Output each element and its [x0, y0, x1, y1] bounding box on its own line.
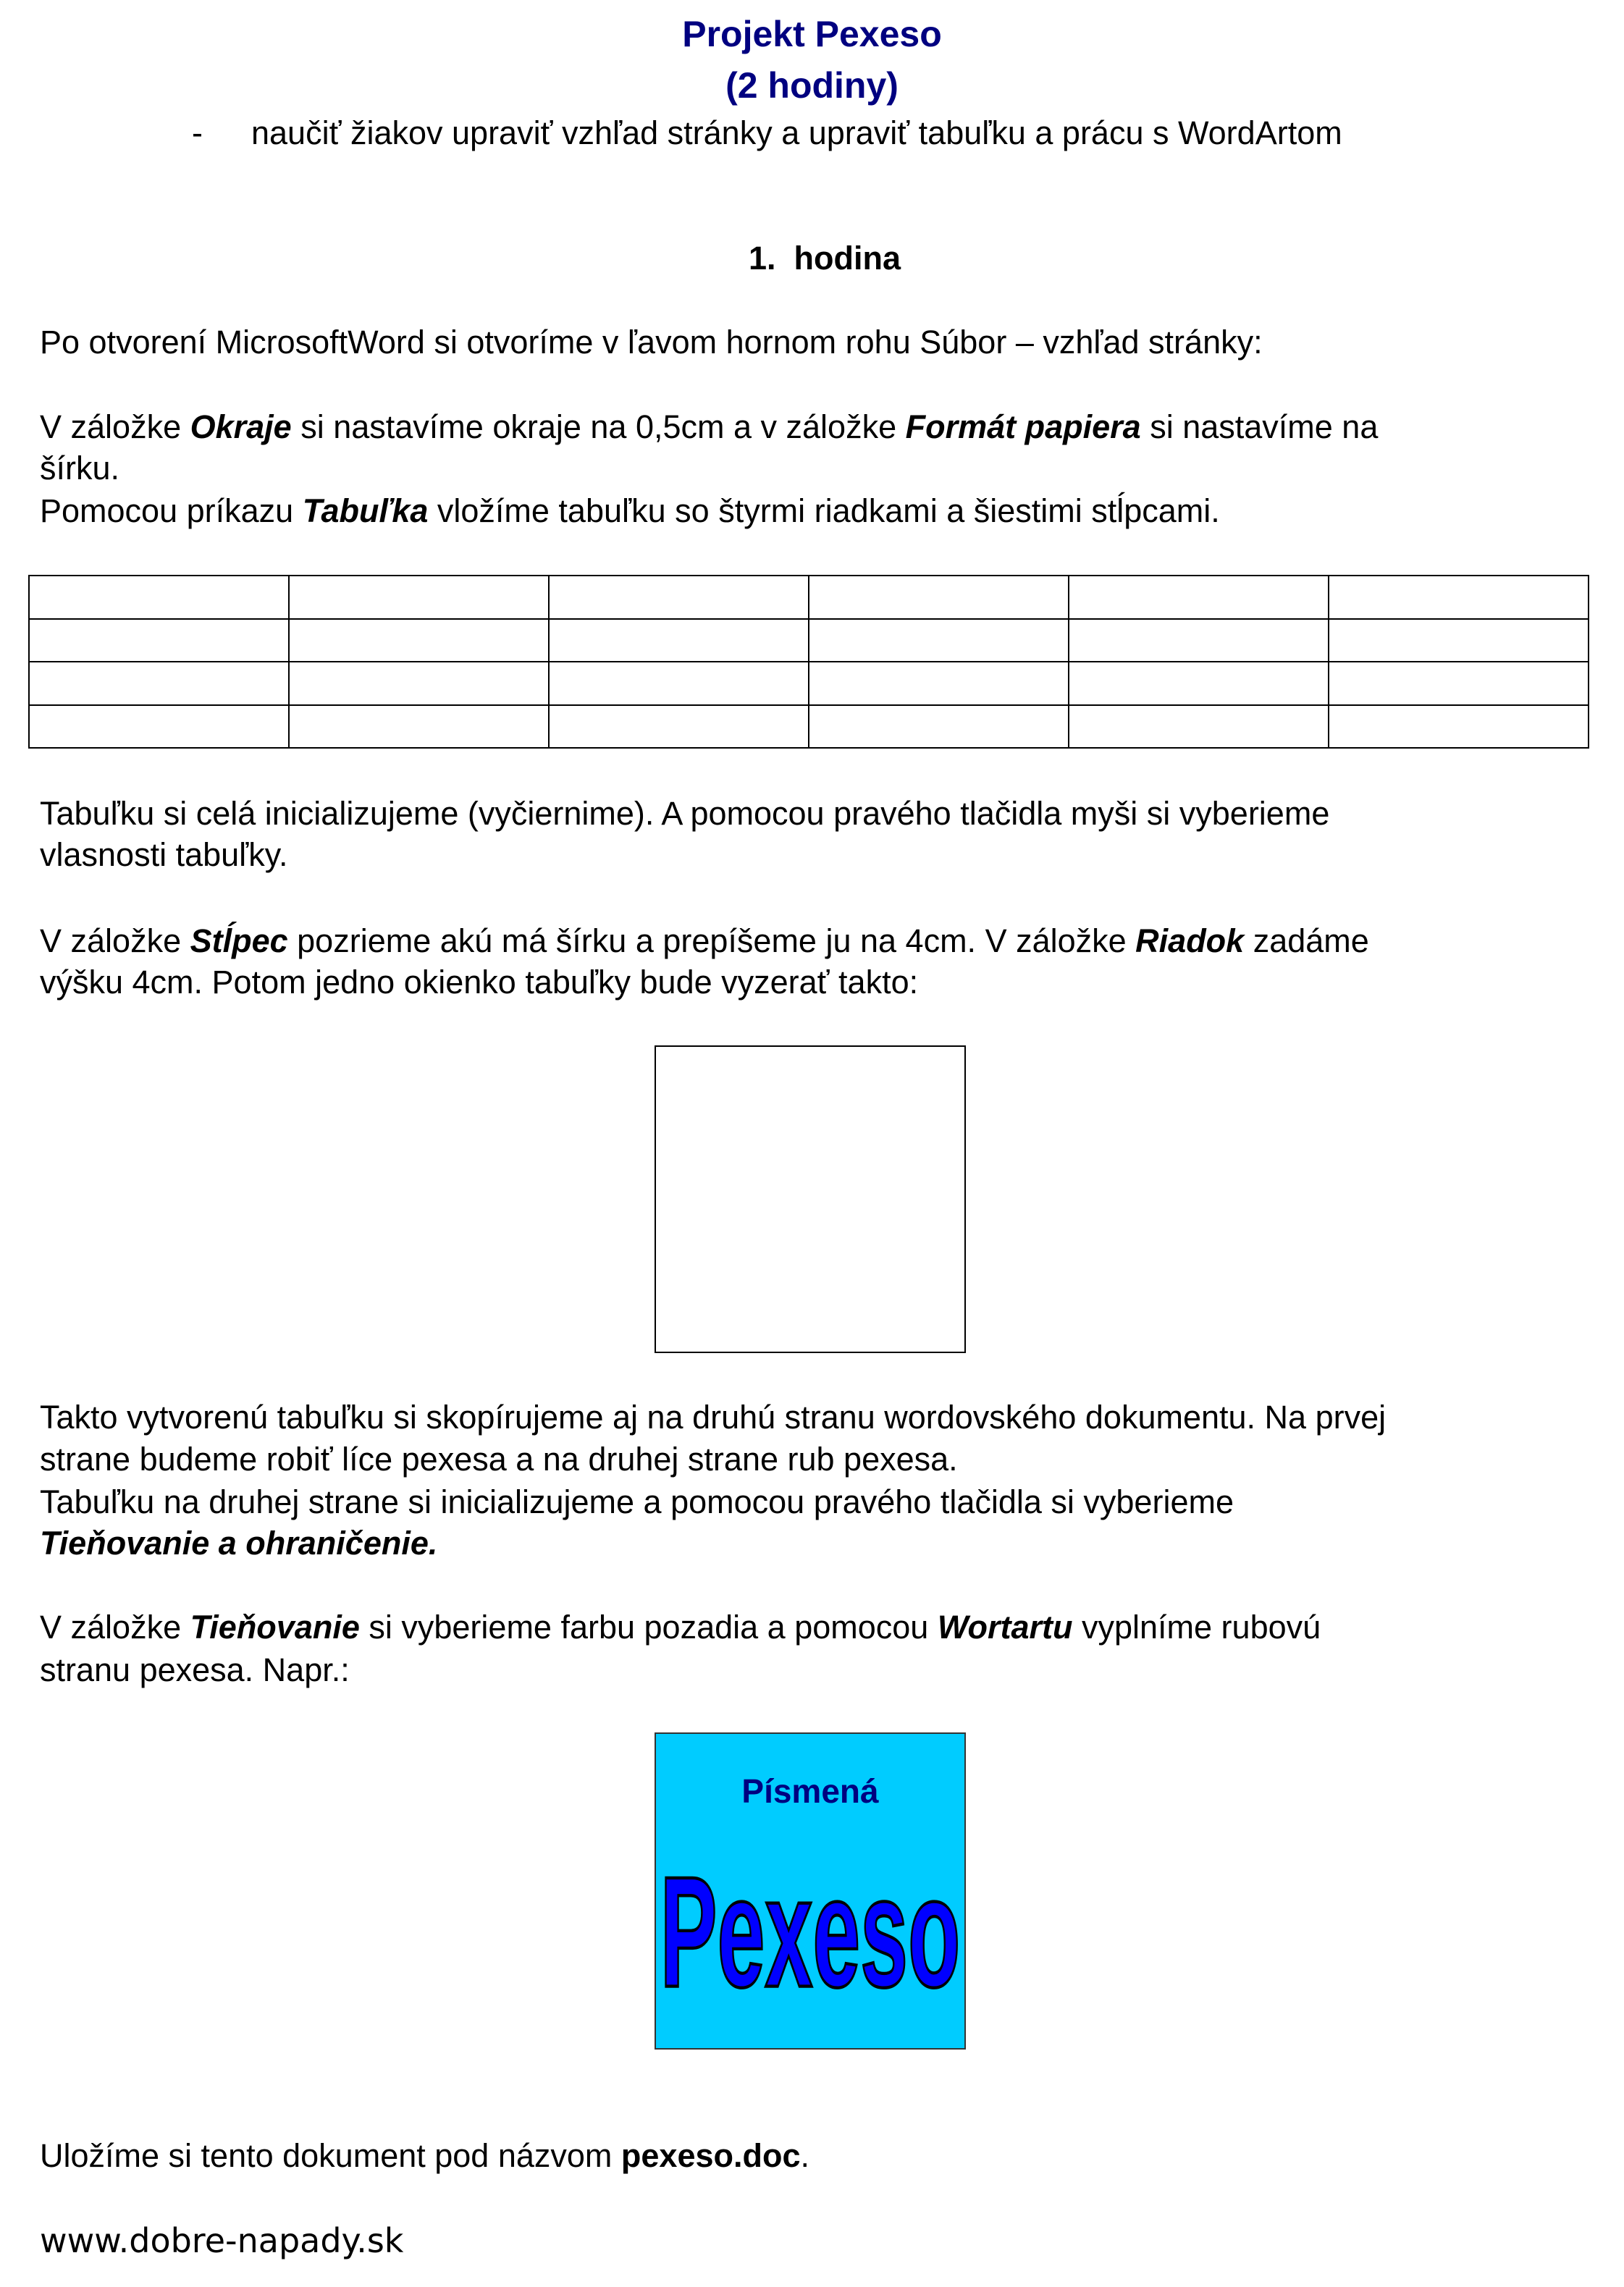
paragraph-2-line-2: šírku. — [40, 450, 120, 487]
paragraph-5-line-4: Tieňovanie a ohraničenie. — [40, 1525, 438, 1562]
text: pozrieme akú má šírku a prepíšeme ju na 4cm. V záložke — [287, 922, 1136, 959]
table-cell — [1329, 662, 1589, 705]
term-riadok: Riadok — [1135, 922, 1245, 959]
paragraph-3-line-2: vlasnosti tabuľky. — [40, 836, 288, 873]
text: si nastavíme na — [1140, 408, 1379, 445]
document-subtitle: (2 hodiny) — [725, 65, 899, 106]
table-row — [29, 576, 1589, 619]
table-cell — [1329, 705, 1589, 749]
term-stlpec: Stĺpec — [190, 922, 288, 959]
table-cell — [289, 619, 549, 662]
paragraph-3-line-1: Tabuľku si celá inicializujeme (vyčiernime). A pomocou pravého tlačidla myši si vyberieme — [40, 795, 1330, 832]
empty-table — [28, 575, 1589, 749]
text: si nastavíme okraje na 0,5cm a v záložke — [291, 408, 906, 445]
paragraph-4-line-1 — [40, 920, 1369, 962]
table-cell — [289, 576, 549, 619]
table-cell — [549, 576, 809, 619]
table-cell — [1069, 662, 1329, 705]
pexeso-card-back — [655, 1732, 966, 2050]
section-label: hodina — [794, 240, 901, 277]
text: Uložíme si tento dokument pod názvom — [40, 2137, 621, 2174]
term-tabulka: Tabuľka — [302, 492, 429, 529]
text: V záložke — [40, 1609, 190, 1646]
table-cell — [29, 705, 289, 749]
wordart-text: Pexeso — [660, 1844, 961, 2021]
table-cell — [549, 619, 809, 662]
term-format-papiera: Formát papiera — [905, 408, 1141, 445]
table-row — [29, 619, 1589, 662]
table-cell — [809, 705, 1069, 749]
table-cell — [29, 662, 289, 705]
table-cell — [289, 705, 549, 749]
section-number: 1. — [749, 240, 776, 277]
table-cell — [1329, 619, 1589, 662]
term-tienovanie: Tieňovanie — [190, 1609, 360, 1646]
term-wortart: Wortartu — [937, 1609, 1073, 1646]
filename: pexeso.doc — [620, 2137, 801, 2174]
text: . — [800, 2137, 810, 2174]
paragraph-2-line-3 — [40, 490, 1220, 532]
text: vložíme tabuľku so štyrmi riadkami a šiestimi stĺpcami. — [428, 492, 1220, 529]
section-heading — [749, 237, 901, 279]
text: si vyberieme farbu pozadia a pomocou — [359, 1609, 938, 1646]
wordart-pexeso — [656, 1734, 964, 2048]
table-cell — [29, 576, 289, 619]
text: V záložke — [40, 922, 190, 959]
table-cell — [549, 662, 809, 705]
text: zadáme — [1244, 922, 1369, 959]
text: Pomocou príkazu — [40, 492, 303, 529]
paragraph-2-line-1 — [40, 406, 1378, 448]
table-cell — [1069, 576, 1329, 619]
paragraph-5-line-3: Tabuľku na druhej strane si inicializujeme a pomocou pravého tlačidla si vyberieme — [40, 1483, 1234, 1520]
paragraph-7 — [40, 2135, 809, 2177]
paragraph-1: Po otvorení MicrosoftWord si otvoríme v ľavom hornom rohu Súbor – vzhľad stránky: — [40, 324, 1263, 361]
table-cell — [289, 662, 549, 705]
table-cell — [1069, 619, 1329, 662]
card-subtitle: Písmená — [741, 1772, 879, 1810]
table-cell — [809, 619, 1069, 662]
table-row — [29, 705, 1589, 749]
table-cell — [1069, 705, 1329, 749]
table-cell — [29, 619, 289, 662]
goal-text: naučiť žiakov upraviť vzhľad stránky a upraviť tabuľku a prácu s WordArtom — [251, 114, 1342, 151]
table-cell — [809, 576, 1069, 619]
goal-bullet: - — [192, 114, 203, 151]
table-cell — [1329, 576, 1589, 619]
paragraph-4-line-2: výšku 4cm. Potom jedno okienko tabuľky bude vyzerať takto: — [40, 964, 919, 1001]
table-cell — [549, 705, 809, 749]
text: V záložke — [40, 408, 190, 445]
footer-url: www.dobre-napady.sk — [40, 2221, 404, 2260]
single-cell-example — [655, 1045, 966, 1353]
document-title: Projekt Pexeso — [682, 14, 942, 54]
term-okraje: Okraje — [190, 408, 292, 445]
table-cell — [809, 662, 1069, 705]
paragraph-6-line-1 — [40, 1606, 1321, 1648]
paragraph-6-line-2: stranu pexesa. Napr.: — [40, 1651, 350, 1688]
text: vyplníme rubovú — [1072, 1609, 1321, 1646]
paragraph-5-line-2: strane budeme robiť líce pexesa a na druhej strane rub pexesa. — [40, 1441, 958, 1478]
paragraph-5-line-1: Takto vytvorenú tabuľku si skopírujeme aj na druhú stranu wordovského dokumentu. Na prvej — [40, 1399, 1387, 1436]
table-row — [29, 662, 1589, 705]
